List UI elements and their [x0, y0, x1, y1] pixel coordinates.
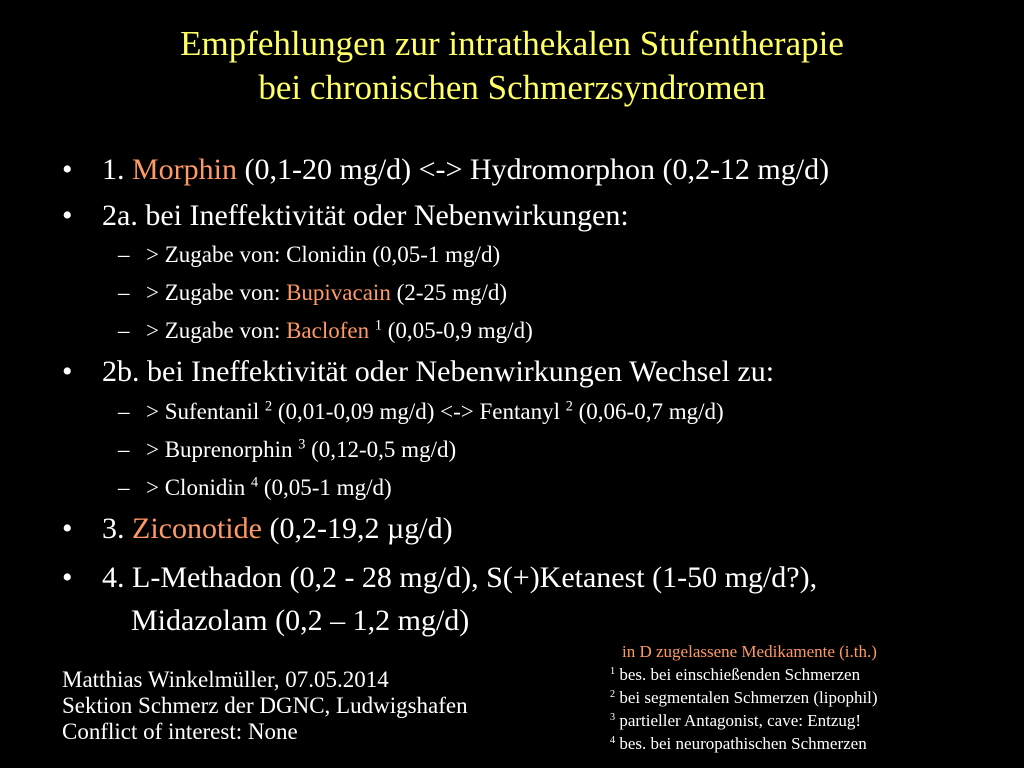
author-name-date: Matthias Winkelmüller, 07.05.2014 — [62, 667, 389, 692]
footnote-item — [610, 709, 878, 732]
sub-item-buprenorphin — [146, 436, 456, 464]
footnote-item — [610, 663, 878, 686]
bullet-2b-text: 2b. bei Ineffektivität oder Nebenwirkungen Wechsel zu: — [102, 355, 775, 388]
bullet-marker: • — [62, 561, 73, 594]
bullet-item-4-line-2 — [131, 603, 469, 639]
footnote-number: 1 — [610, 665, 616, 677]
slide-title-line-1: Empfehlungen zur intrathekalen Stufentherapie — [180, 24, 844, 63]
footnote-item — [610, 686, 878, 709]
sub-item-2-prefix: > Zugabe von: — [146, 280, 287, 305]
sub-item-5-rest: (0,12-0,5 mg/d) — [305, 437, 457, 462]
sub-item-3-rest: (0,05-0,9 mg/d) — [381, 318, 533, 343]
footnote-number: 4 — [610, 734, 616, 746]
footnotes-title: in D zugelassene Medikamente (i.th.) — [622, 642, 877, 661]
bullet-3-rest: (0,2-19,2 µg/d) — [261, 512, 453, 545]
bullet-1-rest: (0,1-20 mg/d) <-> Hydromorphon (0,2-12 mg/d) — [237, 153, 830, 186]
sub-bullet-dash: – — [118, 399, 130, 424]
slide-title-line-2: bei chronischen Schmerzsyndromen — [258, 68, 766, 107]
footnote-ref: 2 — [265, 398, 273, 415]
sub-item-4-prefix: > Sufentanil — [146, 399, 266, 424]
sub-bullet-dash: – — [118, 437, 130, 462]
bullet-item-4-line-1 — [102, 560, 817, 596]
drug-baclofen: Baclofen — [286, 318, 370, 343]
drug-bupivacain: Bupivacain — [286, 280, 391, 305]
sub-bullet-dash: – — [118, 242, 130, 267]
footnotes — [610, 640, 878, 755]
drug-ziconotide: Ziconotide — [132, 512, 262, 545]
sub-item-sufentanil — [146, 398, 724, 426]
author-affiliation: Sektion Schmerz der DGNC, Ludwigshafen — [62, 693, 468, 718]
footnote-text: bes. bei neuropathischen Schmerzen — [615, 734, 867, 753]
sub-item-3-prefix: > Zugabe von: — [146, 318, 287, 343]
bullet-3-prefix: 3. — [102, 512, 132, 545]
bullet-item-1 — [102, 152, 829, 188]
bullet-marker: • — [62, 512, 73, 545]
footnote-text: bei segmentalen Schmerzen (lipophil) — [615, 688, 878, 707]
footnote-ref: 3 — [298, 436, 306, 453]
sub-item-clonidin — [146, 474, 392, 502]
bullet-item-3 — [102, 511, 453, 547]
sub-item-6-prefix: > Clonidin — [146, 475, 251, 500]
sub-bullet-dash: – — [118, 280, 130, 305]
bullet-1-prefix: 1. — [102, 153, 132, 186]
sub-item-6-rest: (0,05-1 mg/d) — [258, 475, 392, 500]
bullet-item-2b — [102, 354, 774, 390]
conflict-of-interest: Conflict of interest: None — [62, 719, 298, 744]
footnote-number: 2 — [610, 688, 616, 700]
author-info — [62, 667, 468, 745]
sub-item-1-text: > Zugabe von: Clonidin (0,05-1 mg/d) — [146, 242, 501, 267]
footnote-number: 3 — [610, 711, 616, 723]
sub-item-4-mid: (0,01-0,09 mg/d) <-> Fentanyl — [272, 399, 566, 424]
bullet-2a-text: 2a. bei Ineffektivität oder Nebenwirkungen: — [102, 199, 629, 232]
sub-bullet-dash: – — [118, 318, 130, 343]
bullet-marker: • — [62, 153, 73, 186]
sub-item-baclofen — [146, 317, 533, 345]
footnote-item — [610, 732, 878, 755]
bullet-marker: • — [62, 355, 73, 388]
sub-bullet-dash: – — [118, 475, 130, 500]
bullet-item-2a — [102, 198, 629, 234]
drug-morphin: Morphin — [132, 153, 237, 186]
footnote-ref: 4 — [250, 474, 259, 491]
slide-title — [0, 22, 1024, 110]
bullet-4-line-1-text: 4. L-Methadon (0,2 - 28 mg/d), S(+)Ketanest (1-50 mg/d?), — [102, 561, 818, 594]
sub-item-bupivacain — [146, 279, 507, 307]
footnote-text: bes. bei einschießenden Schmerzen — [615, 665, 861, 684]
footnote-ref: 2 — [565, 398, 573, 415]
sub-item-clonidin-add — [146, 241, 500, 269]
bullet-4-line-2-text: Midazolam (0,2 – 1,2 mg/d) — [131, 604, 470, 637]
bullet-marker: • — [62, 199, 73, 232]
sub-item-2-rest: (2-25 mg/d) — [390, 280, 508, 305]
sub-item-5-prefix: > Buprenorphin — [146, 437, 299, 462]
footnote-text: partieller Antagonist, cave: Entzug! — [615, 711, 862, 730]
footnote-ref: 1 — [374, 317, 382, 334]
sub-item-4-rest: (0,06-0,7 mg/d) — [572, 399, 724, 424]
